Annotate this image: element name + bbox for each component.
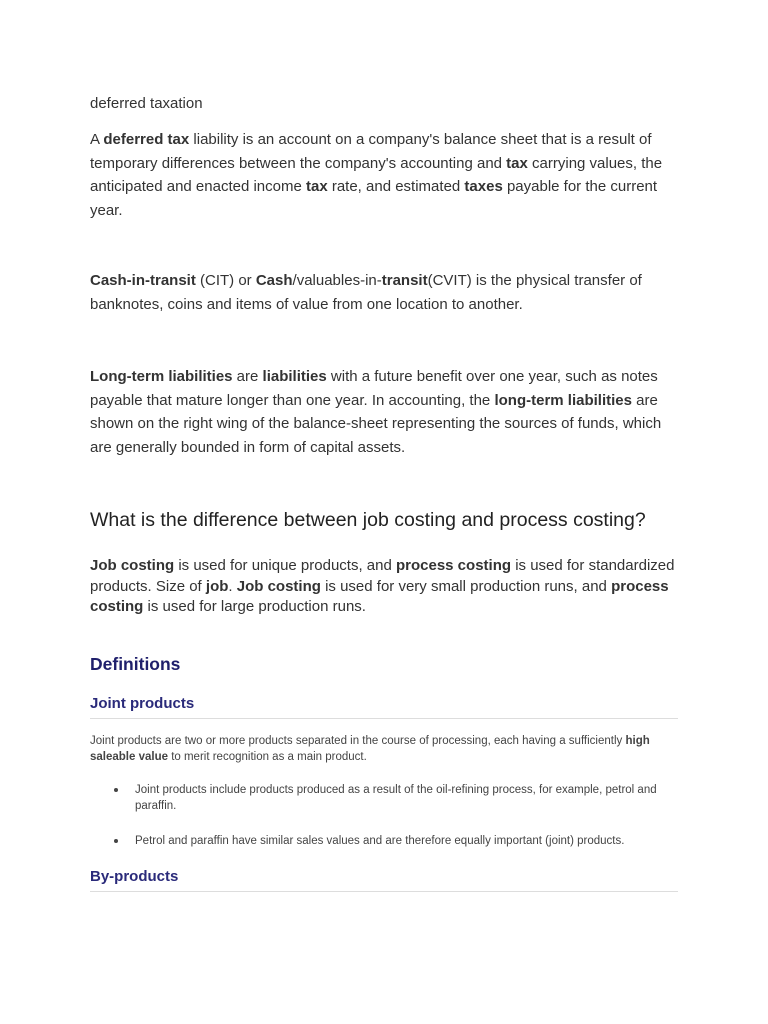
list-item (90, 833, 680, 849)
joint-products-definition (90, 733, 680, 765)
text-run: (CIT) or (195, 272, 256, 289)
bold-term: transit (381, 272, 428, 289)
bold-term: high saleable value (90, 735, 650, 763)
bullet-icon (114, 788, 118, 792)
text-run: rate, and estimated (327, 178, 465, 195)
bold-term: deferred tax (103, 131, 190, 148)
cash-in-transit-paragraph (90, 269, 680, 316)
bold-term: long-term liabilities (494, 391, 632, 409)
text-run: is used for large production runs. (143, 598, 366, 615)
bold-term: process costing (90, 577, 669, 615)
bold-term: tax (305, 178, 328, 195)
text-run: payable for the current year. (90, 178, 658, 219)
definitions-heading: Definitions (90, 654, 181, 674)
text-run: is used for unique products, and (174, 557, 396, 574)
bold-term: job (205, 577, 229, 595)
text-run: are (232, 368, 263, 385)
bold-term: process costing (395, 557, 512, 574)
by-products-heading: By-products (90, 868, 678, 892)
deferred-tax-paragraph (90, 128, 680, 222)
bold-term: Cash (255, 272, 293, 289)
joint-products-heading: Joint products (90, 695, 678, 719)
text-run: carrying values, the anticipated and enacted income (90, 154, 663, 195)
text-run: Joint products are two or more products separated in the course of processing, each having a sufficiently (90, 735, 626, 747)
bold-term: Job costing (236, 577, 321, 595)
job-costing-paragraph (90, 556, 680, 618)
list-item (90, 782, 680, 814)
text-run: to merit recognition as a main product. (168, 751, 367, 763)
bullet-text: Petrol and paraffin have similar sales values and are therefore equally important (joint) products. (135, 835, 625, 847)
text-run: . (228, 577, 237, 595)
text-run: liability is an account on a company's balance sheet that is a result of temporary differences between the company's accounting and (90, 131, 652, 172)
text-run: with a future benefit over one year, such as notes payable that mature longer than one year. In accounting, the (90, 368, 658, 409)
bold-term: Long-term liabilities (90, 368, 233, 385)
bold-term: tax (506, 154, 528, 172)
text-run: /valuables-in- (292, 272, 382, 289)
text-run: A (90, 131, 104, 148)
bold-term: Job costing (90, 557, 175, 574)
bullet-text: Joint products include products produced as a result of the oil-refining process, for example, petrol and paraffin. (135, 784, 657, 812)
bold-term: liabilities (262, 368, 327, 385)
text-run: is used for standardized products. Size of (90, 557, 675, 595)
deferred-taxation-heading: deferred taxation (90, 95, 203, 112)
text-run: are shown on the right wing of the balance-sheet representing the sources of funds, which are generally bounded in form of capital assets. (90, 391, 662, 456)
long-term-liabilities-paragraph (90, 365, 680, 459)
bullet-icon (114, 839, 118, 843)
text-run: (CVIT) is the physical transfer of banknotes, coins and items of value from one location to another. (90, 272, 642, 313)
bold-term: Cash-in-transit (90, 272, 196, 289)
text-run: is used for very small production runs, and (320, 577, 612, 595)
bold-term: taxes (464, 178, 503, 195)
job-vs-process-costing-question: What is the difference between job costing and process costing? (90, 509, 646, 531)
